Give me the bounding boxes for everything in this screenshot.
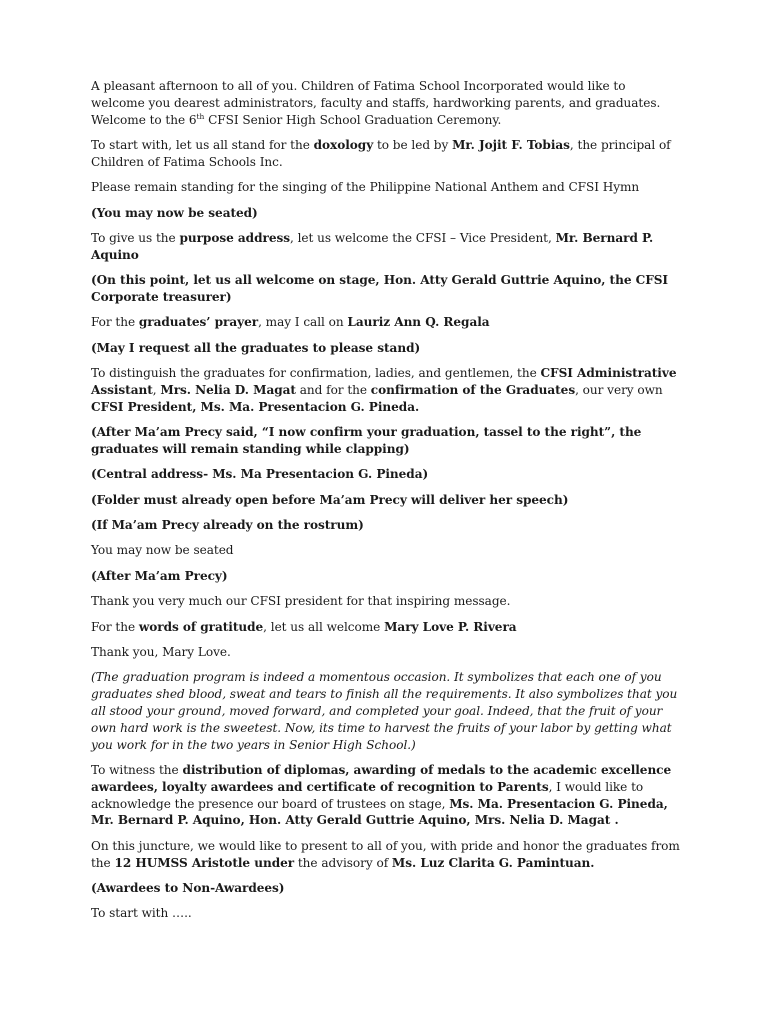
bold-text: (If Ma’am Precy already on the rostrum) xyxy=(91,518,364,533)
text-run: Please remain standing for the singing of the Philippine National Anthem and CFSI Hymn xyxy=(91,180,640,195)
paragraph xyxy=(91,137,681,171)
bold-text: words of gratitude xyxy=(138,619,264,634)
bold-text: doxology xyxy=(313,137,374,152)
text-run: To distinguish the graduates for confirmation, ladies, and gentlemen, the xyxy=(91,366,541,381)
bold-text: Mr. Bernard P. Aquino xyxy=(91,230,654,262)
bold-text: (After Ma’am Precy said, “I now confirm your graduation, tassel to the right”, the graduates will remain standing while clapping) xyxy=(91,425,642,456)
bold-text: (Awardees to Non-Awardees) xyxy=(91,880,285,895)
paragraph xyxy=(91,762,681,829)
text-run: You may now be seated xyxy=(91,543,234,558)
bold-text: 12 HUMSS Aristotle under xyxy=(114,855,295,870)
text-run: , our very own xyxy=(575,382,663,397)
text-run: to be led by xyxy=(373,137,453,152)
text-run: To give us the xyxy=(91,230,180,245)
paragraph xyxy=(91,542,681,559)
bold-text: (You may now be seated) xyxy=(91,205,258,220)
bold-text: graduates’ prayer xyxy=(138,315,259,330)
paragraph xyxy=(91,669,681,753)
text-run: To start with ….. xyxy=(91,906,192,921)
text-run: CFSI Senior High School Graduation Ceremony. xyxy=(204,112,502,127)
paragraph xyxy=(91,179,681,196)
paragraph xyxy=(91,905,681,922)
text-run: To start with, let us all stand for the xyxy=(91,137,314,152)
text-run: To witness the xyxy=(91,762,183,777)
bold-text: Ms. Ma. Presentacion G. Pineda, Mr. Bernard P. Aquino, Hon. Atty Gerald Guttrie Aquino, Mrs. Nelia D. Magat . xyxy=(91,796,668,828)
bold-text: (May I request all the graduates to please stand) xyxy=(91,340,421,355)
text-run: the advisory of xyxy=(294,855,392,870)
paragraph xyxy=(91,838,681,872)
text-run: , the principal of Children of Fatima Schools Inc. xyxy=(91,137,671,169)
text-run: and for the xyxy=(295,382,371,397)
bold-text: (On this point, let us all welcome on stage, Hon. Atty Gerald Guttrie Aquino, the CFSI Corporate treasurer) xyxy=(91,273,669,304)
paragraph xyxy=(91,517,681,534)
paragraph xyxy=(91,466,681,483)
text-run: , let us all welcome xyxy=(263,619,385,634)
text-run: On this juncture, we would like to present to all of you, with pride and honor the graduates from the xyxy=(91,838,680,870)
paragraph xyxy=(91,365,681,415)
text-run: , let us welcome the CFSI – Vice President, xyxy=(289,230,556,245)
paragraph xyxy=(91,314,681,331)
bold-text: Ms. Luz Clarita G. Pamintuan. xyxy=(391,855,595,870)
bold-text: (Central address- Ms. Ma Presentacion G. Pineda) xyxy=(91,467,429,482)
paragraph xyxy=(91,78,681,128)
text-run: A pleasant afternoon to all of you. Children of Fatima School Incorporated would like to welcome you dearest administrators, faculty and staffs, hardworking parents, and graduates. Welcome to the 6 xyxy=(91,79,661,127)
bold-text: Mary Love P. Rivera xyxy=(384,619,517,634)
bold-text: Mr. Jojit F. Tobias xyxy=(452,137,570,152)
paragraph xyxy=(91,492,681,509)
paragraph xyxy=(91,424,681,458)
paragraph xyxy=(91,619,681,636)
paragraph xyxy=(91,340,681,357)
bold-text: (After Ma’am Precy) xyxy=(91,568,228,583)
paragraph xyxy=(91,593,681,610)
paragraph xyxy=(91,644,681,661)
text-run: Thank you very much our CFSI president for that inspiring message. xyxy=(91,594,511,609)
text-run: Thank you, Mary Love. xyxy=(91,645,231,660)
paragraph xyxy=(91,272,681,306)
paragraph xyxy=(91,205,681,222)
text-run: For the xyxy=(91,619,139,634)
paragraph xyxy=(91,568,681,585)
superscript-text: th xyxy=(196,111,205,121)
text-run: , may I call on xyxy=(258,315,348,330)
paragraph xyxy=(91,230,681,264)
bold-text: Lauriz Ann Q. Regala xyxy=(347,315,490,330)
paragraph xyxy=(91,880,681,897)
italic-text: (The graduation program is indeed a momentous occasion. It symbolizes that each one of you graduates shed blood, sweat and tears to finish all the requirements. It also symbolizes that you all stood your ground, moved forward, and completed your goal. Indeed, that the fruit of your own hard work is the sweetest. Now, its time to harvest the fruits of your labor by getting what you work for in the two years in Senior High School.) xyxy=(91,670,678,752)
text-run: , xyxy=(152,382,161,397)
bold-text: (Folder must already open before Ma’am Precy will deliver her speech) xyxy=(91,492,569,507)
bold-text: purpose address xyxy=(179,230,290,245)
document-page xyxy=(91,78,681,931)
bold-text: distribution of diplomas, awarding of medals to the academic excellence awardees, loyalty awardees and certificate of recognition to Parents xyxy=(91,762,672,794)
bold-text: Mrs. Nelia D. Magat xyxy=(160,382,296,397)
text-run: For the xyxy=(91,315,139,330)
bold-text: CFSI President, Ms. Ma. Presentacion G. Pineda. xyxy=(91,399,420,414)
text-run: , I would like to acknowledge the presence our board of trustees on stage, xyxy=(91,779,644,811)
bold-text: CFSI Administrative Assistant xyxy=(91,366,677,397)
bold-text: confirmation of the Graduates xyxy=(370,382,576,397)
